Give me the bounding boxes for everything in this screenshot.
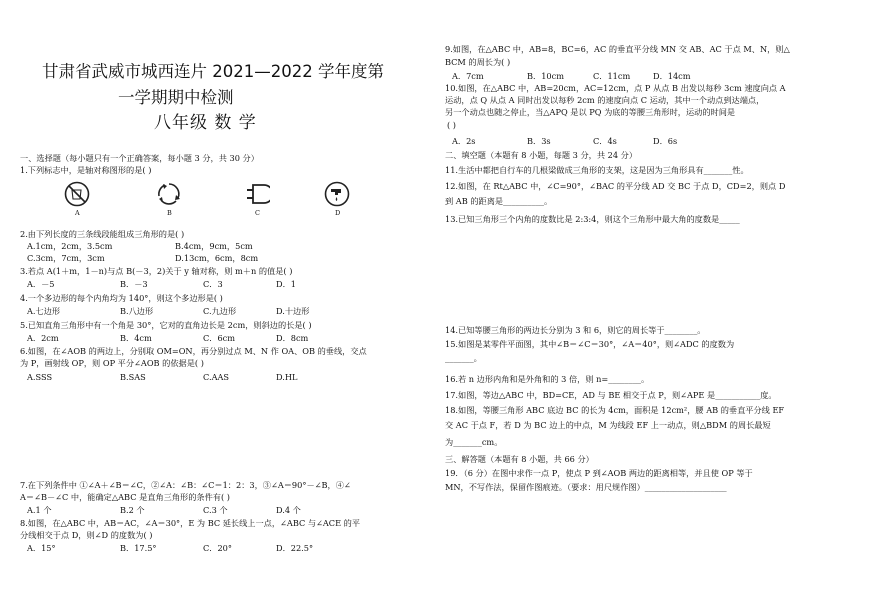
- section-fill-heading: 二、填空题（本题有 8 小题，每题 3 分，共 24 分）: [445, 150, 638, 160]
- q3-option-a: A．－5: [27, 279, 55, 289]
- q2-option-d: D.13cm，6cm，8cm: [175, 253, 259, 263]
- question-4: 4.一个多边形的每个内角均为 140°，则这个多边形是( ): [20, 293, 223, 303]
- question-6-line1: 6.如图，在∠AOB 的两边上，分别取 OM=ON，再分别过点 M、N 作 OA、OB 的垂线，交点: [20, 346, 367, 356]
- question-13: 13.已知三角形三个内角的度数比是 2:3:4，则这个三角形中最大角的度数是_____: [445, 214, 740, 224]
- question-6-line2: 为 P，画射线 OP，则 OP 平分∠AOB 的依据是( ): [20, 358, 204, 368]
- exam-title-line2: 一学期期中检测: [118, 88, 234, 107]
- question-3: 3.若点 A(1＋m，1－n)与点 B(－3，2)关于 y 轴对称，则 m＋n 的值是( ): [20, 266, 293, 276]
- question-18-line2: 交 AC 于点 F，若 D 为 BC 边上的中点，M 为线段 EF 上一动点，则△BDM 的周长最短: [445, 420, 771, 430]
- q2-option-b: B.4cm，9cm，5cm: [175, 241, 253, 251]
- question-9-line1: 9.如图，在△ABC 中，AB=8，BC=6，AC 的垂直平分线 MN 交 AB、AC 于点 M、N，则△: [445, 44, 790, 54]
- question-9-line2: BCM 的周长为( ): [445, 57, 511, 67]
- question-12-line2: 到 AB 的距离是__________。: [445, 196, 553, 206]
- q9-option-c: C．11cm: [593, 71, 631, 81]
- question-12-line1: 12.如图，在 Rt△ABC 中，∠C=90°，∠BAC 的平分线 AD 交 BC 于点 D，CD=2，则点 D: [445, 181, 786, 191]
- q5-option-c: C．6cm: [203, 333, 236, 343]
- q2-option-c: C.3cm，7cm，3cm: [27, 253, 105, 263]
- question-7-line1: 7.在下列条件中 ①∠A＋∠B＝∠C，②∠A：∠B：∠C＝1：2：3，③∠A＝90°－∠B，④∠: [20, 480, 351, 490]
- q6-option-b: B.SAS: [120, 372, 146, 382]
- question-14: 14.已知等腰三角形的两边长分别为 3 和 6，则它的周长等于________。: [445, 325, 706, 335]
- exam-title-line1: 甘肃省武威市城西连片 2021—2022 学年度第: [42, 62, 384, 81]
- question-11: 11.生活中都把自行车的几根梁做成三角形的支架，这是因为三角形具有_______性。: [445, 165, 749, 175]
- q4-option-b: B.八边形: [120, 306, 154, 316]
- option-label-a: A: [75, 209, 80, 217]
- question-19-line2: MN，不写作法，保留作图痕迹。（要求：用尺规作图）____________________: [445, 482, 727, 492]
- option-label-b: B: [167, 209, 172, 217]
- q10-option-a: A．2s: [452, 136, 476, 146]
- q6-option-a: A.SSS: [27, 372, 53, 382]
- q4-option-d: D.十边形: [276, 306, 310, 316]
- q10-option-c: C．4s: [593, 136, 617, 146]
- q4-option-a: A.七边形: [27, 306, 61, 316]
- question-15-line2: _______。: [445, 353, 482, 363]
- question-18-line1: 18.如图，等腰三角形 ABC 底边 BC 的长为 4cm，面积是 12cm²，腰 AB 的垂直平分线 EF: [445, 405, 785, 415]
- question-10-line2: 运动，点 Q 从点 A 同时出发以每秒 2cm 的速度向点 C 运动，其中一个动点到达端点，: [445, 95, 765, 105]
- q10-option-d: D．6s: [653, 136, 678, 146]
- q9-option-a: A．7cm: [452, 71, 484, 81]
- question-2: 2.由下列长度的三条线段能组成三角形的是( ): [20, 229, 185, 239]
- q5-option-d: D．8cm: [276, 333, 309, 343]
- q7-option-d: D.4 个: [276, 505, 301, 515]
- q5-option-b: B．4cm: [120, 333, 152, 343]
- exam-subject: 八年级 数 学: [154, 113, 257, 133]
- q4-option-c: C.九边形: [203, 306, 237, 316]
- option-label-c: C: [255, 209, 260, 217]
- q7-option-b: B.2 个: [120, 505, 145, 515]
- q2-option-a: A.1cm，2cm，3.5cm: [27, 241, 113, 251]
- question-10-line1: 10.如图，在△ABC 中，AB=20cm，AC=12cm，点 P 从点 B 出发以每秒 3cm 速度向点 A: [445, 83, 786, 93]
- question-8-line1: 8.如图，在△ABC 中，AB＝AC，∠A＝30°，E 为 BC 延长线上一点，∠ABC 与∠ACE 的平: [20, 518, 361, 528]
- question-8-line2: 分线相交于点 D，则∠D 的度数为( ): [20, 530, 153, 540]
- q8-option-c: C．20°: [203, 543, 232, 553]
- section-choice-heading: 一、选择题（每小题只有一个正确答案，每小题 3 分，共 30 分）: [20, 153, 259, 163]
- question-10-line4: ( ): [447, 120, 456, 130]
- q9-option-d: D．14cm: [653, 71, 691, 81]
- question-17: 17.如图，等边△ABC 中，BD=CE，AD 与 BE 相交于点 P，则∠APE 是___________度。: [445, 390, 777, 400]
- question-1: 1.下列标志中，是轴对称图形的是( ): [20, 165, 152, 175]
- right-column: [435, 0, 870, 596]
- question-16: 16.若 n 边形内角和是外角和的 3 倍，则 n=________。: [445, 374, 650, 384]
- water-tap-icon: [324, 181, 350, 207]
- question-19-line1: 19．（6 分）在图中求作一点 P，使点 P 到∠AOB 两边的距离相等，并且使 OP 等于: [445, 468, 753, 478]
- q7-option-a: A.1 个: [27, 505, 52, 515]
- q8-option-a: A．15°: [27, 543, 56, 553]
- question-10-line3: 另一个动点也随之停止，当△APQ 是以 PQ 为底的等腰三角形时，运动的时间是: [445, 107, 736, 117]
- q6-option-d: D.HL: [276, 372, 298, 382]
- q7-option-c: C.3 个: [203, 505, 228, 515]
- question-7-line2: A＝∠B－∠C 中，能确定△ABC 是直角三角形的条件有( ): [20, 492, 230, 502]
- q10-option-b: B．3s: [527, 136, 551, 146]
- q6-option-c: C.AAS: [203, 372, 230, 382]
- power-plug-icon: [244, 181, 270, 207]
- q3-option-c: C．3: [203, 279, 223, 289]
- recycle-arrows-icon: [156, 181, 182, 207]
- q3-option-b: B．－3: [120, 279, 148, 289]
- section-answer-heading: 三、解答题（本题有 8 小题，共 66 分）: [445, 454, 594, 464]
- q8-option-b: B．17.5°: [120, 543, 157, 553]
- no-throwing-sign-icon: [64, 181, 90, 207]
- q9-option-b: B．10cm: [527, 71, 564, 81]
- q8-option-d: D．22.5°: [276, 543, 314, 553]
- left-column: [0, 0, 430, 596]
- q3-option-d: D．1: [276, 279, 296, 289]
- option-label-d: D: [335, 209, 341, 217]
- question-15-line1: 15.如图是某零件平面图，其中∠B＝∠C＝30°，∠A＝40°，则∠ADC 的度数为: [445, 339, 735, 349]
- question-18-line3: 为_______cm。: [445, 437, 503, 447]
- q5-option-a: A．2cm: [27, 333, 59, 343]
- question-5: 5.已知直角三角形中有一个角是 30°，它对的直角边长是 2cm，则斜边的长是( ): [20, 320, 312, 330]
